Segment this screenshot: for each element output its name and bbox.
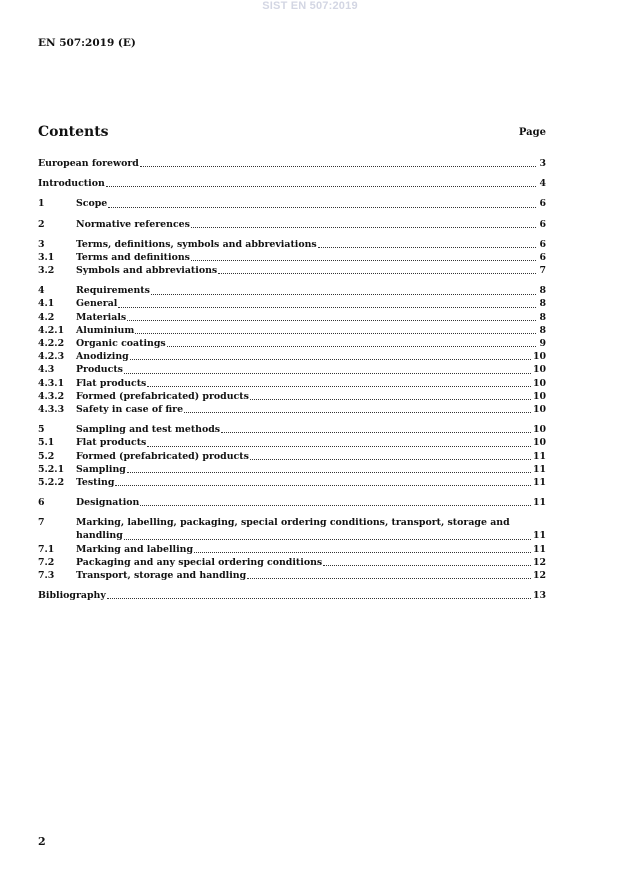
toc-entry-title: Introduction (38, 178, 105, 190)
toc-entry[interactable] (38, 556, 546, 569)
toc-dot-leader (135, 333, 536, 334)
toc-entry-page: 10 (532, 390, 546, 402)
toc-entry[interactable] (38, 251, 546, 264)
contents-title: Contents (38, 124, 109, 140)
toc-entry-page: 11 (532, 497, 546, 509)
toc-dot-leader (115, 485, 531, 486)
toc-dot-leader (191, 260, 536, 261)
toc-entry-title: Safety in case of fire (76, 403, 184, 415)
toc-entry-title: Formed (prefabricated) products (76, 450, 249, 462)
toc-entry-number: 4.3.2 (38, 390, 65, 402)
toc-dot-leader (184, 412, 531, 413)
toc-entry-title: Terms and definitions (76, 251, 190, 263)
toc-entry-number: 4.2.2 (38, 338, 65, 350)
toc-dot-leader (130, 359, 531, 360)
toc-entry-number: 3.1 (38, 251, 55, 263)
toc-entry-title: Packaging and any special ordering conditions (76, 556, 323, 568)
watermark: SIST EN 507:2019 (262, 0, 358, 12)
toc-entry-title: Designation (76, 497, 140, 509)
toc-entry[interactable] (38, 157, 546, 170)
toc-entry-title: Sampling and test methods (76, 424, 221, 436)
toc-entry-number: 1 (38, 198, 45, 210)
toc-entry-page: 11 (532, 463, 546, 475)
toc-entry-title: Sampling (76, 463, 126, 475)
toc-entry-number: 7.2 (38, 556, 55, 568)
toc-dot-leader (167, 346, 536, 347)
toc-entry-number: 6 (38, 497, 45, 509)
toc-dot-leader (106, 186, 536, 187)
toc-dot-leader (147, 446, 531, 447)
toc-entry-page: 8 (539, 285, 546, 297)
toc-entry-page: 6 (539, 218, 546, 230)
toc-entry-page: 11 (532, 530, 546, 542)
toc-entry-title: Requirements (76, 285, 150, 297)
toc-entry-number: 5 (38, 424, 45, 436)
toc-entry[interactable] (38, 403, 546, 416)
toc-entry-page: 3 (539, 157, 546, 169)
toc-entry[interactable] (38, 350, 546, 363)
toc-entry-title: Marking, labelling, packaging, special ordering conditions, transport, storage and (76, 517, 510, 529)
toc-entry-page: 13 (532, 590, 546, 602)
toc-entry-number: 4.3.1 (38, 377, 65, 389)
toc-entry-number: 4.3.3 (38, 403, 65, 415)
toc-entry-page: 8 (539, 324, 546, 336)
toc-dot-leader (140, 505, 531, 506)
toc-entry-number: 2 (38, 218, 45, 230)
toc-entry-title: Bibliography (38, 590, 106, 602)
toc-entry-number: 4.2 (38, 311, 55, 323)
toc-entry-page: 10 (532, 377, 546, 389)
toc-entry[interactable] (38, 311, 546, 324)
toc-entry[interactable] (38, 516, 546, 529)
toc-entry[interactable] (38, 197, 546, 210)
toc-entry-title: Aluminium (76, 324, 135, 336)
toc-entry-title: Symbols and abbreviations (76, 265, 218, 277)
page-column-label: Page (518, 127, 546, 138)
toc-entry-page: 6 (539, 238, 546, 250)
toc-entry-title: Organic coatings (76, 338, 166, 350)
toc-entry[interactable] (38, 284, 546, 297)
toc-dot-leader (118, 307, 536, 308)
toc-entry-page: 10 (532, 351, 546, 363)
toc-entry[interactable] (38, 177, 546, 190)
toc-entry-number: 7.1 (38, 543, 55, 555)
toc-entry-number: 4.2.1 (38, 324, 65, 336)
toc-entry-title: handling (76, 530, 123, 542)
toc-entry-page: 10 (532, 403, 546, 415)
toc-entry[interactable] (38, 543, 546, 556)
toc-entry-number: 5.2.2 (38, 476, 65, 488)
toc-entry-page: 8 (539, 298, 546, 310)
toc-entry-title: Formed (prefabricated) products (76, 390, 249, 402)
toc-entry-number: 7.3 (38, 570, 55, 582)
toc-dot-leader (127, 320, 536, 321)
toc-dot-leader (247, 578, 531, 579)
toc-entry-page: 6 (539, 251, 546, 263)
toc-entry-number: 4.1 (38, 298, 55, 310)
toc-entry-title: Testing (76, 476, 115, 488)
toc-entry[interactable] (38, 436, 546, 449)
toc-entry-page: 6 (539, 198, 546, 210)
toc-dot-leader (250, 399, 531, 400)
toc-entry-page: 11 (532, 476, 546, 488)
toc-entry[interactable] (38, 377, 546, 390)
toc-dot-leader (318, 247, 536, 248)
toc-entry-number: 3.2 (38, 265, 55, 277)
toc-entry-number: 5.2.1 (38, 463, 65, 475)
toc-entry-page: 11 (532, 543, 546, 555)
table-of-contents (38, 157, 546, 602)
toc-entry[interactable] (38, 298, 546, 311)
toc-entry[interactable] (38, 363, 546, 376)
toc-entry-title: Scope (76, 198, 108, 210)
footer-page-number: 2 (38, 835, 46, 848)
toc-entry-page: 4 (539, 178, 546, 190)
toc-entry[interactable] (38, 238, 546, 251)
toc-entry[interactable] (38, 337, 546, 350)
toc-dot-leader (108, 207, 536, 208)
toc-entry-title: Marking and labelling (76, 543, 194, 555)
toc-dot-leader (147, 386, 531, 387)
toc-entry-page: 12 (532, 570, 546, 582)
document-id: EN 507:2019 (E) (38, 37, 136, 49)
toc-entry-title: Anodizing (76, 351, 129, 363)
toc-entry-number: 4.2.3 (38, 351, 65, 363)
toc-dot-leader (191, 227, 536, 228)
toc-entry-page: 11 (532, 450, 546, 462)
toc-entry-title: Terms, definitions, symbols and abbreviations (76, 238, 317, 250)
toc-entry-title: General (76, 298, 118, 310)
toc-entry-title: European foreword (38, 157, 139, 169)
toc-dot-leader (218, 273, 536, 274)
toc-dot-leader (127, 472, 531, 473)
toc-dot-leader (140, 166, 536, 167)
toc-entry-title: Flat products (76, 377, 147, 389)
toc-dot-leader (194, 552, 531, 553)
toc-entry[interactable] (38, 463, 546, 476)
toc-dot-leader (124, 373, 531, 374)
toc-dot-leader (124, 539, 531, 540)
toc-entry-page: 12 (532, 556, 546, 568)
toc-entry[interactable] (38, 476, 546, 489)
toc-entry-title: Flat products (76, 437, 147, 449)
toc-entry[interactable] (38, 450, 546, 463)
toc-entry-number: 5.1 (38, 437, 55, 449)
toc-entry[interactable] (38, 390, 546, 403)
toc-entry-page: 10 (532, 424, 546, 436)
toc-entry[interactable] (38, 496, 546, 509)
toc-entry[interactable] (38, 569, 546, 582)
toc-entry-page: 10 (532, 437, 546, 449)
toc-entry-title: Materials (76, 311, 127, 323)
toc-entry-page: 10 (532, 364, 546, 376)
toc-entry-number: 3 (38, 238, 45, 250)
toc-dot-leader (250, 459, 531, 460)
toc-entry[interactable] (38, 530, 546, 543)
toc-dot-leader (107, 598, 531, 599)
toc-entry-number: 5.2 (38, 450, 55, 462)
toc-entry-number: 4.3 (38, 364, 55, 376)
toc-dot-leader (151, 294, 536, 295)
toc-entry-title: Transport, storage and handling (76, 570, 247, 582)
toc-entry[interactable] (38, 218, 546, 231)
toc-dot-leader (323, 565, 531, 566)
toc-entry-page: 8 (539, 311, 546, 323)
toc-entry-number: 7 (38, 517, 45, 529)
toc-dot-leader (221, 432, 531, 433)
toc-entry[interactable] (38, 324, 546, 337)
toc-entry-page: 7 (539, 265, 546, 277)
toc-entry[interactable] (38, 264, 546, 277)
toc-entry-page: 9 (539, 338, 546, 350)
toc-entry-number: 4 (38, 285, 45, 297)
toc-entry[interactable] (38, 423, 546, 436)
toc-entry[interactable] (38, 589, 546, 602)
toc-entry-title: Products (76, 364, 123, 376)
toc-entry-title: Normative references (76, 218, 190, 230)
